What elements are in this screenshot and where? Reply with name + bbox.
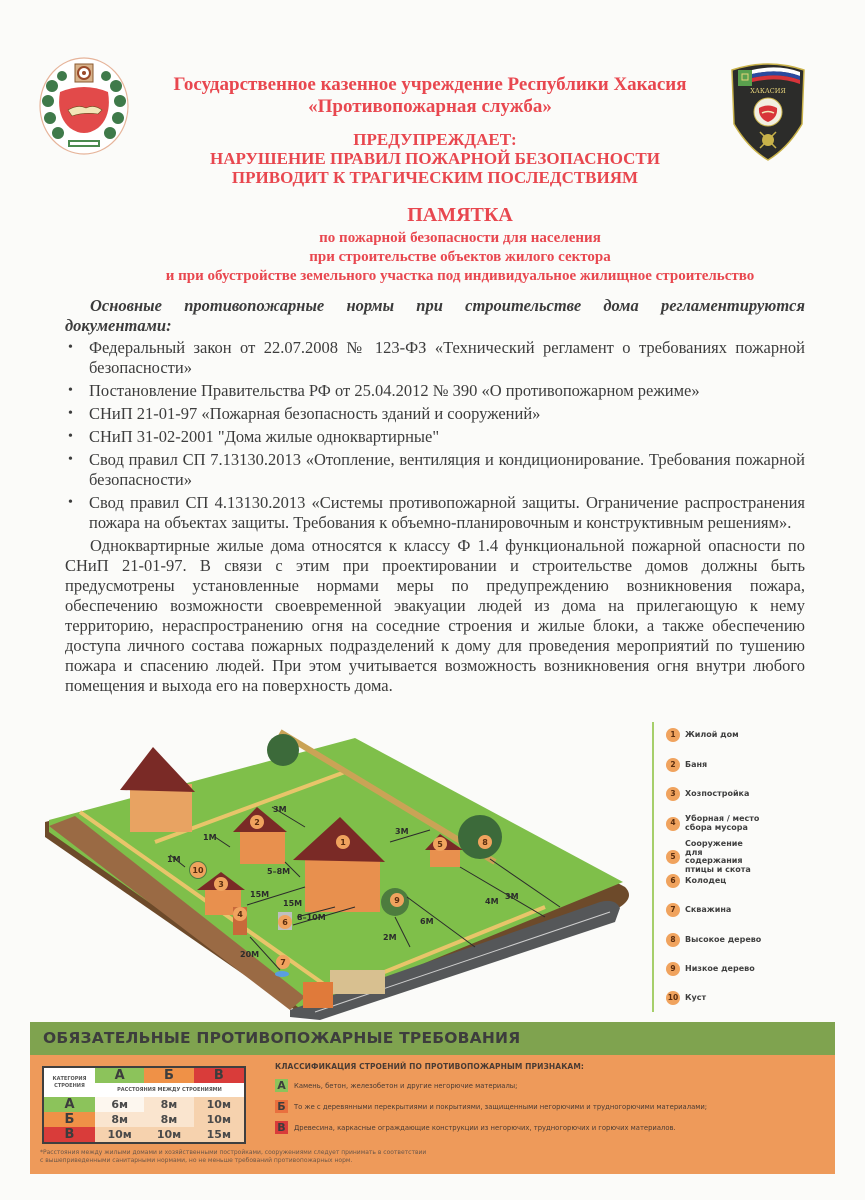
legend-number-badge: 1: [666, 728, 680, 742]
legend-item: [666, 933, 761, 947]
warning-line: ПРИВОДИТ К ТРАГИЧЕСКИМ ПОСЛЕДСТВИЯМ: [231, 168, 639, 187]
distance-table: [42, 1066, 246, 1144]
class-letter-badge: Б: [275, 1100, 288, 1113]
table-cell: 8м: [144, 1097, 193, 1112]
legend-label: Жилой дом: [685, 729, 739, 739]
footnote-line: *Расстояния между жилыми домами и хозяйственными постройками, сооружениями следует принимать в соответствии: [40, 1149, 427, 1156]
info-paragraph: Одноквартирные жилые дома относятся к классу Ф 1.4 функциональной пожарной опасности по СНиП 21-01-97. В связи с этим при проектировании и строительстве домов должны быть предусмотрены установленные нормами меры по предупреждению возникновения пожара, обеспечению возможности своевременной эвакуации людей из дома на прилегающую к нему территорию, нераспространению огня на соседние строения и жилые блоки, а также обеспечению доступа личного состава пожарных подразделений к дому для проведения мероприятий по тушению пожара и спасению людей. При этом учитывается возможность возникновения огня внутри любого помещения и выхода его на поверхность дома.: [65, 536, 805, 695]
documents-list: [65, 338, 805, 533]
column-header: А: [95, 1067, 144, 1083]
svg-text:ХАКАСИЯ: ХАКАСИЯ: [750, 87, 786, 95]
distance-label: 1М: [203, 833, 217, 842]
table-cell: 6м: [95, 1097, 144, 1112]
marker-6: 6: [282, 918, 288, 927]
legend-item: [666, 903, 731, 917]
legend-item: [666, 728, 739, 742]
memo-subtitle-line: по пожарной безопасности для населения: [319, 230, 601, 246]
footnote: [40, 1149, 800, 1165]
row-header: Б: [43, 1112, 95, 1127]
memo-subtitle-line: при строительстве объектов жилого сектора: [309, 249, 611, 265]
legend-label: Сооружение для содержания птицы и скота: [685, 839, 751, 874]
document-item: • СНиП 21-01-97 «Пожарная безопасность зданий и сооружений»: [65, 404, 805, 424]
legend-number-badge: 2: [666, 758, 680, 772]
document-item: • Федеральный закон от 22.07.2008 № 123-ФЗ «Технический регламент о требованиях пожарной безопасности»: [65, 338, 805, 378]
borehole: [275, 971, 289, 977]
classification-row: [275, 1121, 830, 1134]
legend-number-badge: 3: [666, 787, 680, 801]
distance-label: 3М: [395, 827, 409, 836]
table-row: [43, 1097, 245, 1112]
legend-number-badge: 9: [666, 962, 680, 976]
marker-4: 4: [237, 910, 243, 919]
classification-block: [275, 1062, 830, 1134]
document-item: • СНиП 31-02-2001 "Дома жилые одноквартирные": [65, 427, 805, 447]
table-cell: 8м: [95, 1112, 144, 1127]
table-row: [43, 1127, 245, 1143]
column-header: Б: [144, 1067, 193, 1083]
memo-title: ПАМЯТКА: [407, 204, 513, 226]
distance-label: 3М: [505, 892, 519, 901]
column-header: В: [194, 1067, 245, 1083]
marker-1: 1: [340, 838, 346, 847]
distance-header: РАССТОЯНИЯ МЕЖДУ СТРОЕНИЯМИ: [95, 1083, 245, 1097]
org-name-line: Государственное казенное учреждение Республики Хакасия: [173, 74, 687, 95]
classification-row: [275, 1100, 830, 1113]
distance-label: 6М: [420, 917, 434, 926]
marker-9: 9: [394, 896, 400, 905]
legend-label: Высокое дерево: [685, 934, 762, 944]
distance-label: 5–8М: [267, 867, 291, 876]
organization-title: [140, 74, 720, 118]
header: [0, 0, 865, 200]
lead-paragraph: Основные противопожарные нормы при строительстве дома регламентируются документами:: [65, 296, 805, 335]
distance-label: 8–10М: [297, 913, 326, 922]
marker-3: 3: [218, 880, 224, 889]
fire-service-patch-icon: [728, 60, 808, 162]
requirements-title: ОБЯЗАТЕЛЬНЫЕ ПРОТИВОПОЖАРНЫЕ ТРЕБОВАНИЯ: [30, 1022, 835, 1055]
marker-10: 10: [192, 866, 204, 875]
distance-label: 20М: [240, 950, 260, 959]
legend-number-badge: 8: [666, 933, 680, 947]
category-header: КАТЕГОРИЯ СТРОЕНИЯ: [43, 1067, 95, 1097]
document-item: • Свод правил СП 7.13130.2013 «Отопление, вентиляция и кондиционирование. Требования пожарной безопасности»: [65, 450, 805, 490]
legend-item: [666, 991, 706, 1005]
table-cell: 10м: [194, 1097, 245, 1112]
legend-item: [666, 815, 766, 832]
distance-label: 1М: [167, 855, 181, 864]
distance-label: 4М: [485, 897, 499, 906]
legend-number-badge: 6: [666, 874, 680, 888]
marker-5: 5: [437, 840, 443, 849]
site-plan-illustration: [35, 712, 640, 1022]
warning-block: [140, 130, 730, 187]
legend-number-badge: 4: [666, 817, 680, 831]
neighbor-house: [120, 747, 195, 832]
marker-8: 8: [482, 838, 488, 847]
legend-label: Баня: [685, 759, 708, 769]
requirements-banner: [30, 1022, 835, 1174]
classification-row: [275, 1079, 830, 1092]
class-letter-badge: В: [275, 1121, 288, 1134]
khakassia-coat-of-arms-icon: [38, 56, 130, 166]
body-content: [65, 296, 805, 696]
row-header: В: [43, 1127, 95, 1143]
memo-subtitle: [60, 229, 860, 286]
distance-label: 3М: [273, 805, 287, 814]
warning-line: ПРЕДУПРЕЖДАЕТ:: [353, 130, 517, 149]
document-item: • Свод правил СП 4.13130.2013 «Системы противопожарной защиты. Ограничение распространения пожара на объектах защиты. Требования к объемно-планировочным и конструктивным решениям».: [65, 493, 805, 533]
distance-label: 15М: [283, 899, 303, 908]
row-header: А: [43, 1097, 95, 1112]
memo-subtitle-line: и при обустройстве земельного участка под индивидуальное жилищное строительство: [165, 268, 755, 284]
table-cell: 8м: [144, 1112, 193, 1127]
table-cell: 10м: [194, 1112, 245, 1127]
legend-label: Уборная / место сбора мусора: [685, 814, 760, 832]
legend-item: [666, 874, 726, 888]
table-cell: 10м: [95, 1127, 144, 1143]
org-service-line: «Противопожарная служба»: [308, 96, 552, 117]
legend-number-badge: 5: [666, 850, 680, 864]
legend-label: Скважина: [685, 904, 732, 914]
marker-2: 2: [254, 818, 260, 827]
legend-item: [666, 840, 761, 874]
class-letter-badge: А: [275, 1079, 288, 1092]
class-description: То же с деревянными перекрытиями и покрытиями, защищенными негорючими и трудногорючими материалами;: [294, 1102, 708, 1111]
warning-line: НАРУШЕНИЕ ПРАВИЛ ПОЖАРНОЙ БЕЗОПАСНОСТИ: [210, 149, 660, 168]
legend-label: Колодец: [685, 875, 727, 885]
footnote-line: с вышеприведенными санитарными нормами, но не меньше требований противопожарных норм.: [40, 1157, 353, 1164]
marker-7: 7: [280, 958, 286, 967]
distance-label: 15М: [250, 890, 270, 899]
legend-number-badge: 10: [666, 991, 680, 1005]
legend-number-badge: 7: [666, 903, 680, 917]
illustration-legend: [652, 722, 832, 1012]
legend-item: [666, 962, 755, 976]
table-row: [43, 1112, 245, 1127]
classification-title: КЛАССИФИКАЦИЯ СТРОЕНИЙ ПО ПРОТИВОПОЖАРНЫМ ПРИЗНАКАМ:: [275, 1062, 584, 1071]
legend-label: Низкое дерево: [685, 963, 755, 973]
table-cell: 10м: [144, 1127, 193, 1143]
legend-label: Куст: [685, 992, 707, 1002]
legend-item: [666, 758, 707, 772]
table-cell: 15м: [194, 1127, 245, 1143]
legend-item: [666, 787, 749, 801]
tall-tree: [458, 815, 502, 859]
document-item: • Постановление Правительства РФ от 25.04.2012 № 390 «О противопожарном режиме»: [65, 381, 805, 401]
class-description: Камень, бетон, железобетон и другие негорючие материалы;: [294, 1081, 518, 1090]
legend-label: Хозпостройка: [685, 788, 750, 798]
distance-label: 2М: [383, 933, 397, 942]
class-description: Древесина, каркасные ограждающие конструкции из негорючих, трудногорючих и горючих материалов.: [294, 1123, 676, 1132]
